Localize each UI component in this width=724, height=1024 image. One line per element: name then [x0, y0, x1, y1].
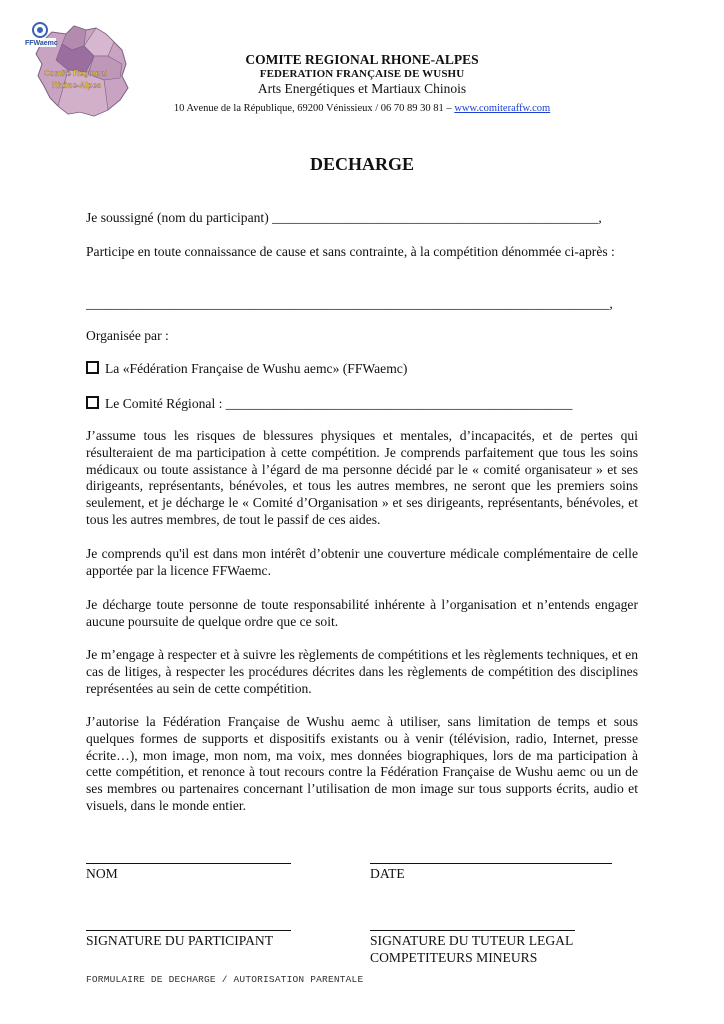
option-federation[interactable]: [86, 361, 638, 378]
participant-signature-label: SIGNATURE DU PARTICIPANT: [86, 933, 274, 948]
paragraph-risks: J’assume tous les risques de blessures physiques et mentales, d’incapacités, et de pertes qui résulteraient de ma participation à cette compétition. Je comprends parfaitement que tous les soins médicaux ou toute assistance à l’égard de ma personne décidé par le « comité organisateur » et ses dirigeants, représentants, bénévoles, et tous les autres membres, ne seront que les premiers soins seulement, et je décharge le « Comité d’Organisation » et ses dirigeants, représentants, bénévoles, et tous les autres membres, de tout le passif de ces aides.: [86, 428, 638, 527]
option-federation-label: La «Fédération Française de Wushu aemc» (FFWaemc): [105, 361, 408, 376]
svg-text:FFWaemc: FFWaemc: [25, 40, 58, 47]
paragraph-medical-coverage: Je comprends qu'il est dans mon intérêt d’obtenir une couverture médicale complémentaire de celle apportée par la licence FFWaemc.: [86, 546, 638, 578]
participant-name-field[interactable]: Je soussigné (nom du participant) ________________________________________________,: [86, 210, 602, 225]
paragraph-rules: Je m’engage à respecter et à suivre les règlements de compétitions et les règlements techniques, et en cas de litiges, à respecter les procédures décrites dans les règlements de compétition des disciplines représentées au sein de cette compétition.: [86, 647, 638, 696]
paragraph-image-rights: J’autorise la Fédération Française de Wushu aemc à utiliser, sans limitation de temps et sous quelques formes de supports et dispositifs existants ou à venir (télévision, radio, Internet, presse écrite…), mon image, mon nom, ma voix, mes données biographiques, lors de ma participation à cette compétition, et renonce à tout recours contre la Fédération Française de Wushu aemc ou un de ses membres ou partenaires concernant l’utilisation de mon image sur tous supports écrits, audio et visuels, dans le monde entier.: [86, 714, 638, 813]
nom-label: NOM: [86, 866, 118, 881]
form-footer: FORMULAIRE DE DECHARGE / AUTORISATION PARENTALE: [86, 974, 364, 985]
competition-name-field[interactable]: _____________________________________________________________________________,: [86, 296, 613, 311]
option-regional-committee[interactable]: [86, 396, 638, 413]
header-committee-name: COMITE REGIONAL RHONE-ALPES: [245, 52, 479, 67]
checkbox-federation[interactable]: [86, 361, 99, 374]
organised-by-label: Organisée par :: [86, 328, 169, 343]
competition-intro: Participe en toute connaissance de cause et sans contrainte, à la compétition dénommée ci-après :: [86, 244, 615, 259]
guardian-signature-label: SIGNATURE DU TUTEUR LEGAL: [370, 933, 574, 948]
address-text: 10 Avenue de la République, 69200 Vénissieux / 06 70 89 30 81 –: [173, 103, 455, 114]
date-line[interactable]: [370, 863, 612, 864]
logo-text-line2: Rhône-Alpes: [52, 81, 102, 90]
website-link[interactable]: www.comiteraffw.com: [454, 103, 551, 114]
header-address: [0, 103, 724, 114]
logo-text-line1: Comité Régional: [44, 69, 108, 78]
participant-signature-line[interactable]: [86, 930, 291, 931]
guardian-signature-line[interactable]: [370, 930, 575, 931]
document-title: DECHARGE: [309, 154, 414, 174]
header-federation-name: FEDERATION FRANÇAISE DE WUSHU: [259, 68, 465, 80]
option-regional-committee-label: Le Comité Régional : ___________________________________________________: [105, 396, 573, 411]
nom-line[interactable]: [86, 863, 291, 864]
checkbox-regional-committee[interactable]: [86, 396, 99, 409]
date-label: DATE: [370, 866, 405, 881]
guardian-signature-sublabel: COMPETITEURS MINEURS: [370, 950, 538, 965]
header-subtitle: Arts Energétiques et Martiaux Chinois: [257, 81, 467, 96]
paragraph-discharge: Je décharge toute personne de toute responsabilité inhérente à l’organisation et n’entends engager aucune poursuite de quelque ordre que ce soit.: [86, 597, 638, 629]
